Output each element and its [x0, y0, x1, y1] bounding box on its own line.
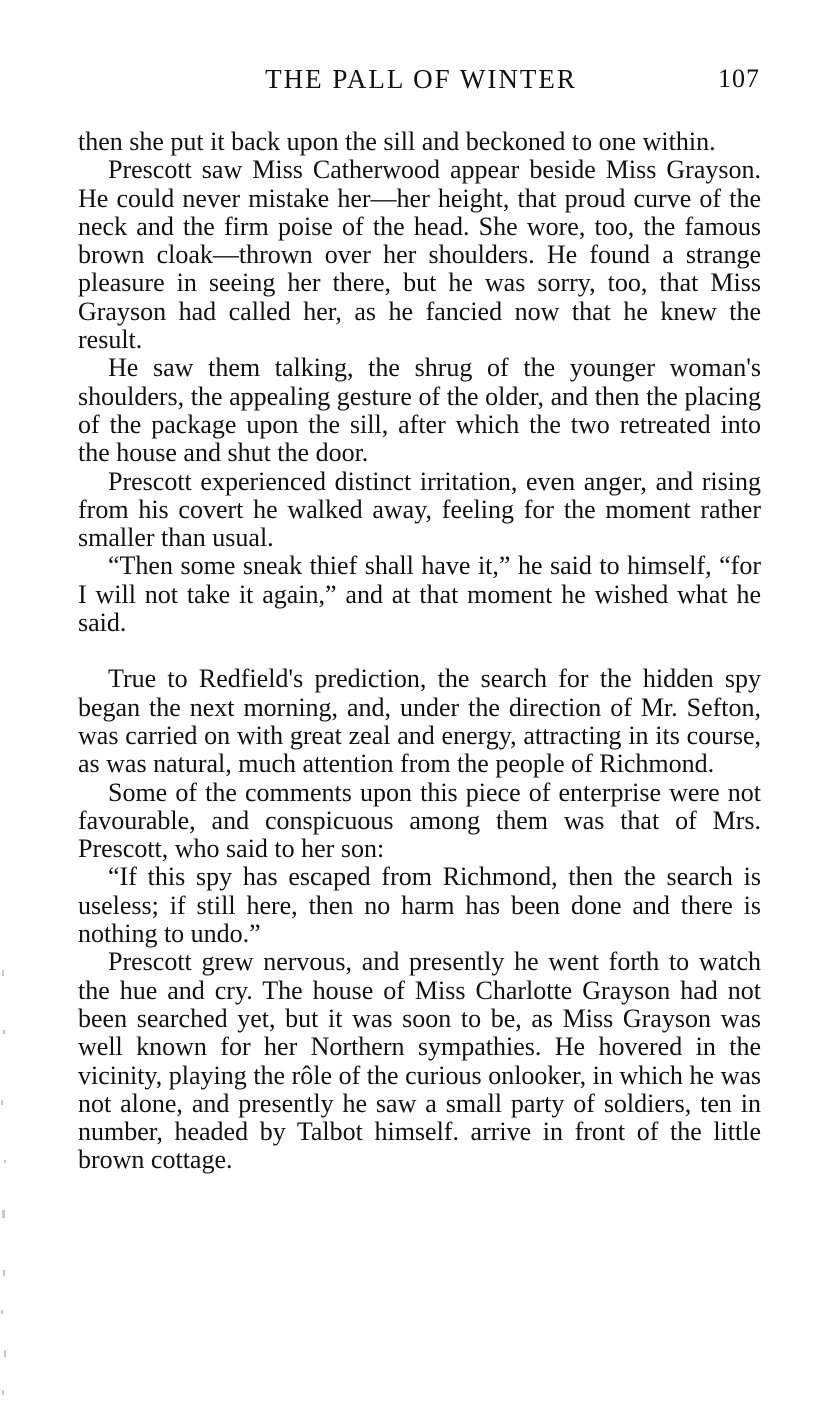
- paragraph: Prescott saw Miss Catherwood appear beside Miss Grayson. He could never mistake her—her height, that proud curve of the neck and the firm poise of the head. She wore, too, the famous brown cloak—thrown over her shoulders. He found a strange pleasure in seeing her there, but he was sorry, too, that Miss Grayson had called her, as he fancied now that he knew the result.: [78, 155, 761, 355]
- paragraph: Prescott experienced distinct irritation, even anger, and rising from his covert he walked away, feeling for the moment rather smaller than usual.: [78, 466, 761, 553]
- paragraph: “If this spy has escaped from Richmond, then the search is useless; if still here, then no harm has been done and there is nothing to undo.”: [78, 862, 761, 949]
- paragraph-continued: then she put it back upon the sill and beckoned to one within.: [78, 127, 716, 156]
- paragraph: “Then some sneak thief shall have it,” he said to himself, “for I will not take it again,” and at that moment he wished what he said.: [78, 551, 761, 638]
- paragraph: Some of the comments upon this piece of enterprise were not favourable, and conspicuous among them was that of Mrs. Prescott, who said to her son:: [78, 777, 761, 864]
- paragraph-new-section: True to Redfield's prediction, the search for the hidden spy began the next morning, and, under the direction of Mr. Sefton, was carried on with great zeal and energy, attracting in its course, as was natural, much attention from the people of Richmond.: [78, 664, 761, 779]
- running-head: [78, 62, 764, 96]
- page-number: 107: [718, 64, 760, 93]
- body-text: [78, 128, 761, 1175]
- running-title: THE PALL OF WINTER: [265, 64, 577, 94]
- scan-edge-speckles: [0, 950, 12, 1420]
- paragraph: He saw them talking, the shrug of the younger woman's shoulders, the appealing gesture of the older, and then the placing of the package upon the sill, after which the two retreated into the house and shut the door.: [78, 353, 761, 468]
- paragraph: Prescott grew nervous, and presently he went forth to watch the hue and cry. The house of Miss Charlotte Grayson had not been searched yet, but it was soon to be, as Miss Grayson was well known for her Northern sympathies. He hovered in the vicinity, playing the rôle of the curious onlooker, in which he was not alone, and presently he saw a small party of soldiers, ten in number, headed by Talbot himself. arrive in front of the little brown cottage.: [78, 947, 761, 1175]
